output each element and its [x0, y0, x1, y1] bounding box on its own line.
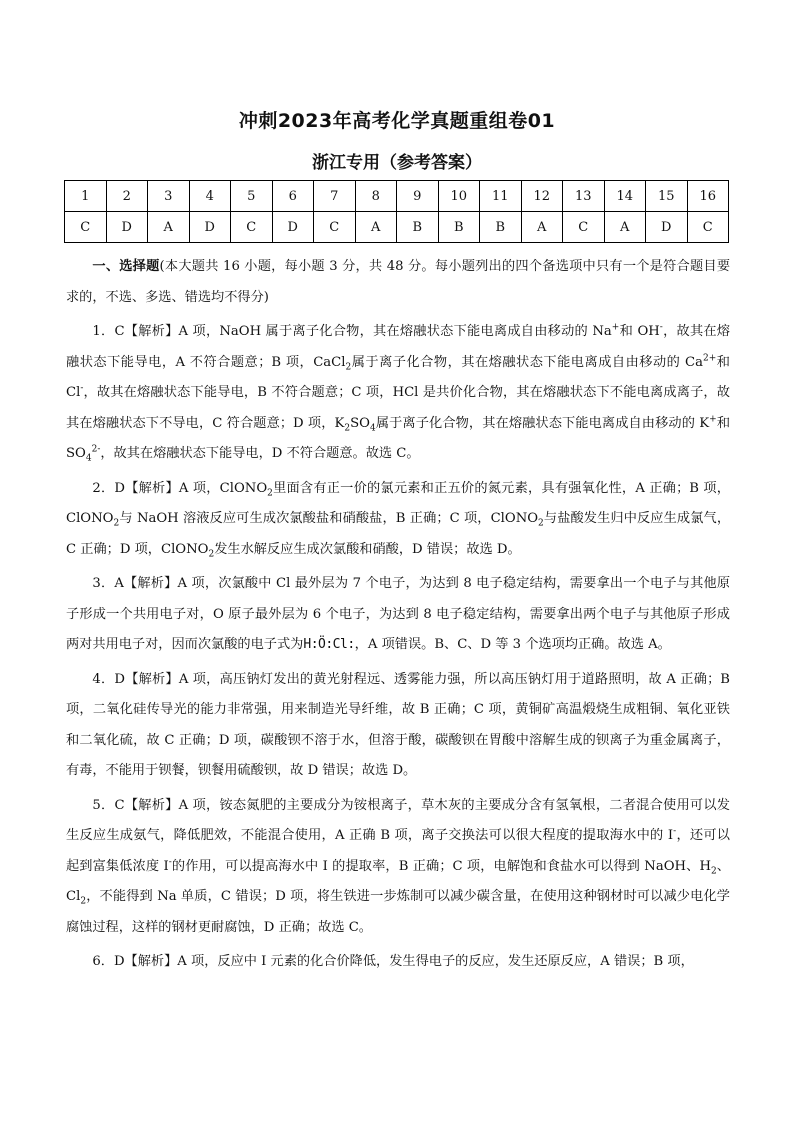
explanations: [66, 252, 730, 978]
explanation-q6: [66, 947, 730, 978]
question-number: 3: [148, 181, 190, 212]
question-number: 10: [438, 181, 480, 212]
answer-cell: A: [355, 212, 397, 243]
subscript: 2: [267, 488, 273, 499]
subscript: 2: [538, 518, 544, 529]
superscript: 2+: [703, 353, 717, 364]
explanation-q3: [66, 569, 730, 661]
electron-formula: H:Ö:Cl:: [303, 637, 355, 652]
superscript: -: [80, 383, 84, 394]
superscript: +: [611, 322, 620, 333]
explanation-lead: 4．D【解析】: [92, 671, 179, 687]
text-run: 的作用，可以提高海水中 I 的提取率，B 正确；C 项，电解饱和食盐水可以得到 NaOH、H: [171, 858, 711, 874]
text-run: A 项，反应中 I 元素的化合价降低，发生得电子的反应，发生还原反应，A 错误；B 项，: [177, 954, 694, 969]
text-run: A 项，NaOH 属于离子化合物，其在熔融状态下能电离成自由移动的 Na: [178, 324, 612, 339]
text-run: ，A 项错误。B、C、D 等 3 个选项均正确。故选 A。: [354, 637, 671, 652]
answer-cell: B: [438, 212, 480, 243]
answer-table-number-row: [65, 181, 729, 212]
superscript: -: [673, 826, 677, 837]
subscript: 2: [113, 518, 120, 529]
text-run: ，故其在熔融状态下能导电，A 不符合题意；B 项，CaCl: [66, 324, 730, 370]
question-number: 9: [397, 181, 439, 212]
answer-cell: D: [106, 212, 148, 243]
section-intro: [66, 252, 730, 313]
subscript: 2: [80, 896, 87, 907]
question-number: 7: [314, 181, 356, 212]
answer-cell: D: [189, 212, 231, 243]
subscript: 2: [345, 362, 352, 373]
text-run: 里面含有正一价的氯元素和正五价的氮元素，具有强氧化性，A 正确；B 项，ClONO: [66, 480, 730, 526]
text-run: ，故其在熔融状态下能导电，B 不符合题意；C 项，HCl 是共价化合物，其在熔融状态下不能电离成离子，故其在熔融状态下不导电，C 符合题意；D 项，K: [66, 385, 730, 431]
question-number: 13: [563, 181, 605, 212]
text-run: A 项，次氯酸中 Cl 最外层为 7 个电子，为达到 8 电子稳定结构，需要拿出一个电子与其他原子形成一个共用电子对，O 原子最外层为 6 个电子，为达到 8 电子稳定结构，需要拿出两个电子与其他原子形成两对共用电子对，因而次氯酸的电子式为: [66, 576, 731, 652]
question-number: 5: [231, 181, 273, 212]
section-heading: 一、选择题: [92, 259, 160, 274]
explanation-lead: 3．A【解析】: [92, 576, 178, 591]
answer-cell: A: [604, 212, 646, 243]
superscript: -: [659, 322, 663, 333]
question-number: 14: [604, 181, 646, 212]
subscript: 2: [710, 866, 717, 877]
text-run: 发生水解反应生成次氯酸和硝酸，D 错误；故选 D。: [214, 541, 521, 557]
text-run: ，还可以起到富集低浓度 I: [66, 828, 730, 874]
answer-cell: D: [646, 212, 688, 243]
explanation-lead: 6．D【解析】: [92, 954, 178, 969]
text-run: A 项，高压钠灯发出的黄光射程远、透雾能力强，所以高压钠灯用于道路照明，故 A 正确；B 项，二氧化硅传导光的能力非常强，用来制造光导纤维，故 B 正确；C 项，黄铜矿高温煅烧生成粗铜、氧化亚铁和二氧化硫，故 C 正确；D 项，碳酸钡不溶于水，但溶于酸，碳酸钡在胃酸中溶解生成的钡离子为重金属离子，有毒，不能用于钡餐，钡餐用硫酸钡，故 D 错误；故选 D。: [66, 671, 731, 778]
answer-cell: C: [231, 212, 273, 243]
question-number: 12: [521, 181, 563, 212]
subscript: 2: [208, 549, 215, 560]
answer-table-answer-row: [65, 212, 729, 243]
question-number: 1: [65, 181, 107, 212]
superscript: 2-: [91, 444, 101, 455]
question-number: 16: [687, 181, 729, 212]
text-run: 和 SO: [66, 415, 731, 461]
text-run: ，故其在熔融状态下能导电，D 不符合题意。故选 C。: [100, 446, 420, 461]
explanation-lead: 1．C【解析】: [92, 324, 179, 339]
section-description: (本大题共 16 小题，每小题 3 分，共 48 分。每小题列出的四个备选项中只有一个是符合题目要求的，不选、多选、错选均不得分): [66, 259, 731, 305]
text-run: 和 Cl: [66, 354, 730, 400]
superscript: -: [168, 857, 172, 868]
answer-table: [64, 180, 729, 243]
explanation-q4: [66, 665, 730, 787]
text-run: A 项，铵态氮肥的主要成分为铵根离子，草木灰的主要成分含有氢氧根，二者混合使用可以发生反应生成氨气，降低肥效，不能混合使用，A 正确 B 项，离子交换法可以很大程度的提取海水中的 I: [66, 797, 730, 843]
answer-cell: B: [480, 212, 522, 243]
question-number: 11: [480, 181, 522, 212]
page-title: 冲刺2023年高考化学真题重组卷01: [238, 110, 556, 132]
answer-cell: D: [272, 212, 314, 243]
text-run: 与 NaOH 溶液反应可生成次氯酸盐和硝酸盐，B 正确；C 项，ClONO: [119, 511, 539, 526]
subscript: 4: [85, 453, 92, 464]
text-run: A 项，ClONO: [178, 480, 268, 496]
question-number: 15: [646, 181, 688, 212]
explanation-q2: [66, 474, 730, 566]
explanation-q5: [66, 791, 730, 944]
text-run: 属于离子化合物，其在熔融状态下能电离成自由移动的 K: [375, 415, 710, 431]
question-number: 4: [189, 181, 231, 212]
answer-cell: C: [563, 212, 605, 243]
answer-cell: C: [314, 212, 356, 243]
answer-cell: C: [687, 212, 729, 243]
answer-cell: A: [148, 212, 190, 243]
question-number: 8: [355, 181, 397, 212]
subscript: 4: [369, 423, 376, 434]
subscript: 2: [344, 423, 351, 434]
text-run: 和 OH: [619, 324, 660, 339]
text-run: ，不能得到 Na 单质，C 错误；D 项，将生铁进一步炼制可以减少碳含量，在使用这种钢材时可以减少电化学腐蚀过程，这样的钢材更耐腐蚀，D 正确；故选 C。: [66, 889, 730, 935]
text-run: 与盐酸发生归中反应生成氯气，C 正确；D 项，ClONO: [66, 511, 731, 557]
answer-cell: A: [521, 212, 563, 243]
explanation-q1: [66, 317, 730, 470]
text-run: SO: [350, 415, 370, 431]
explanation-lead: 2．D【解析】: [92, 480, 179, 496]
superscript: +: [709, 414, 717, 425]
page-subtitle: 浙江专用（参考答案）: [312, 153, 482, 173]
explanation-lead: 5．C【解析】: [92, 797, 179, 813]
question-number: 6: [272, 181, 314, 212]
answer-cell: C: [65, 212, 107, 243]
text-run: 、Cl: [66, 858, 730, 904]
answer-cell: B: [397, 212, 439, 243]
question-number: 2: [106, 181, 148, 212]
text-run: 属于离子化合物，其在熔融状态下能电离成自由移动的 Ca: [351, 354, 704, 370]
